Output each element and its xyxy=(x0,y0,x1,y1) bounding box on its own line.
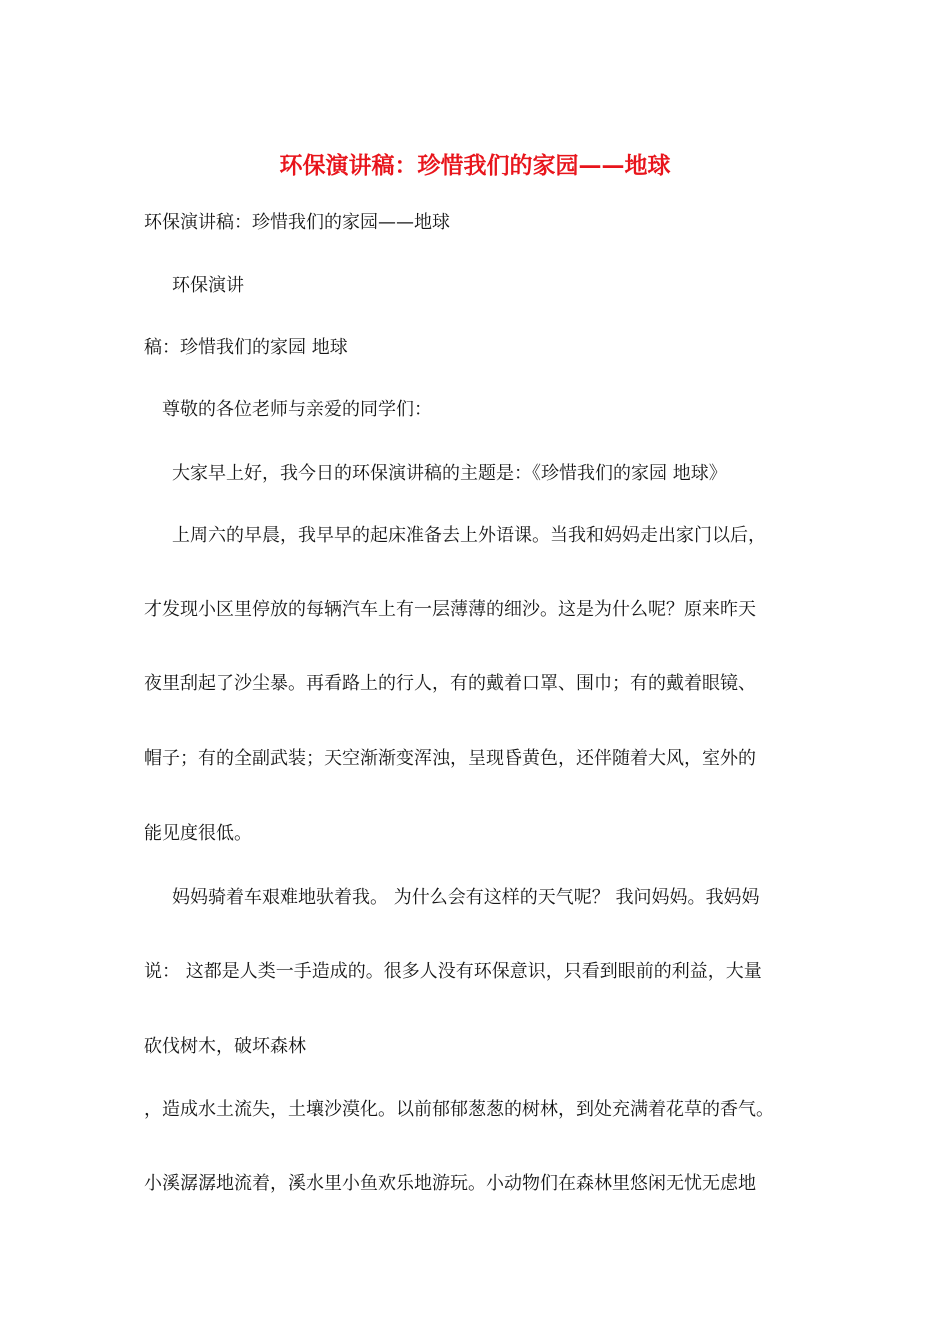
paragraph-1-line-4: 帽子；有的全副武装；天空渐渐变浑浊，呈现昏黄色，还伴随着大风，室外的 xyxy=(144,748,756,769)
paragraph-1-line-3: 夜里刮起了沙尘暴。再看路上的行人，有的戴着口罩、围巾；有的戴着眼镜、 xyxy=(144,673,756,694)
text-line-greeting: 大家早上好，我今日的环保演讲稿的主题是：《珍惜我们的家园 地球》 xyxy=(172,463,727,484)
paragraph-2-line-5: 小溪潺潺地流着，溪水里小鱼欢乐地游玩。小动物们在森林里悠闲无忧无虑地 xyxy=(144,1173,756,1194)
document-title: 环保演讲稿：珍惜我们的家园——地球 xyxy=(279,152,671,179)
paragraph-2-line-2: 说： 这都是人类一手造成的。很多人没有环保意识，只看到眼前的利益，大量 xyxy=(144,961,762,982)
paragraph-1-line-2: 才发现小区里停放的每辆汽车上有一层薄薄的细沙。这是为什么呢？原来昨天 xyxy=(144,599,756,620)
paragraph-2-line-1: 妈妈骑着车艰难地驮着我。 为什么会有这样的天气呢？ 我问妈妈。我妈妈 xyxy=(172,887,760,908)
paragraph-1-line-5: 能见度很低。 xyxy=(144,823,252,844)
text-line-subtitle: 环保演讲稿：珍惜我们的家园——地球 xyxy=(144,212,450,233)
paragraph-1-line-1: 上周六的早晨，我早早的起床准备去上外语课。当我和妈妈走出家门以后， xyxy=(172,525,766,546)
paragraph-2-line-4: ，造成水土流失，土壤沙漠化。以前郁郁葱葱的树林，到处充满着花草的香气。 xyxy=(144,1099,774,1120)
text-line-heading-part2: 稿：珍惜我们的家园 地球 xyxy=(144,337,348,358)
paragraph-2-line-3: 砍伐树木，破坏森林 xyxy=(144,1036,306,1057)
text-line-heading-part1: 环保演讲 xyxy=(172,275,244,296)
text-line-salutation: 尊敬的各位老师与亲爱的同学们： xyxy=(162,399,432,420)
